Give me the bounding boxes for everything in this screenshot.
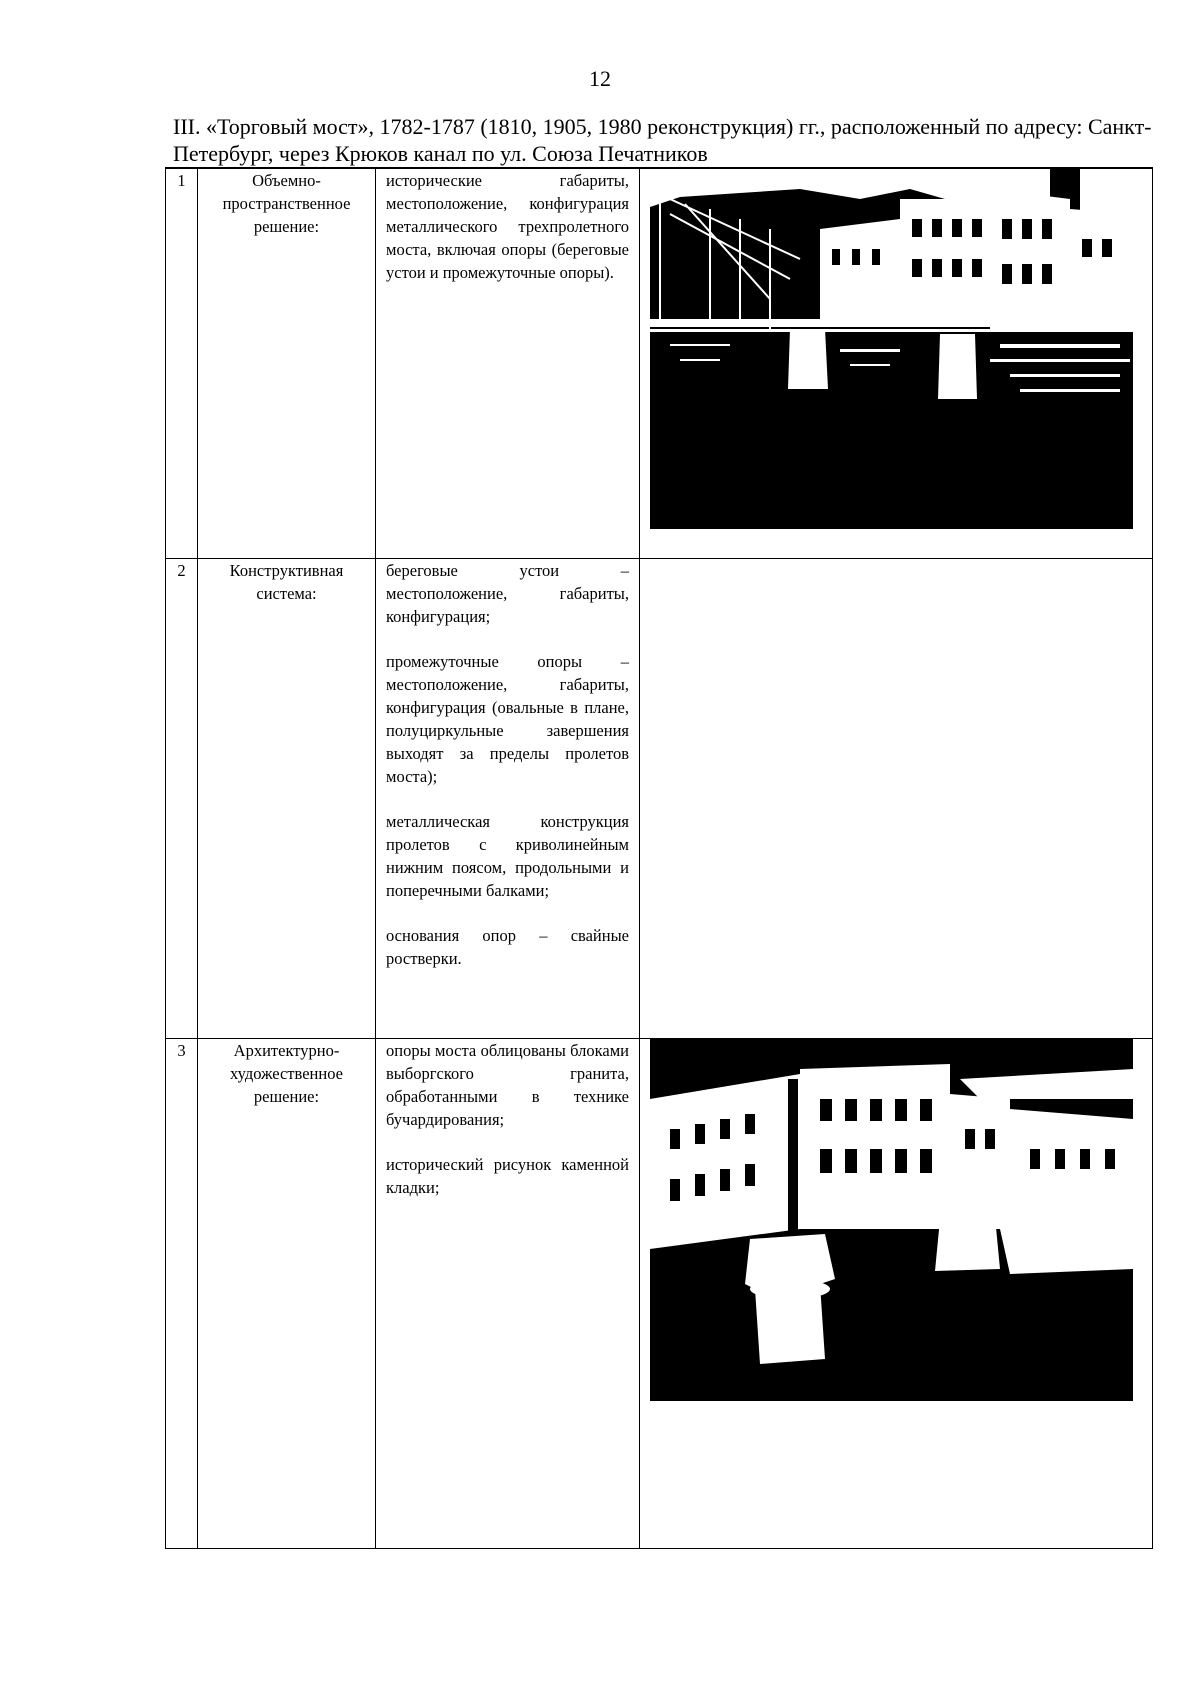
image-cell <box>640 558 1153 1038</box>
bridge-pier-photo <box>650 1039 1133 1401</box>
bridge-photo <box>650 169 1133 529</box>
row-name: Конструктивная система: <box>198 558 376 1038</box>
description-paragraph: исторический рисунок каменной кладки; <box>386 1154 629 1197</box>
row-description <box>376 168 640 558</box>
row-description <box>376 1038 640 1548</box>
document-heading: III. «Торговый мост», 1782-1787 (1810, 1905, 1980 реконструкция) гг., расположенный по адресу: Санкт-Петербург, через Крюков канал по ул. Союза Печатников <box>173 114 1152 166</box>
description-paragraph: основания опор – свайные ростверки. <box>386 925 629 968</box>
description-paragraph: береговые устои – местоположение, габариты, конфигурация; <box>386 560 629 626</box>
row-number: 3 <box>166 1038 198 1548</box>
row-description <box>376 558 640 1038</box>
table-row <box>166 168 1153 558</box>
image-cell <box>640 168 1153 558</box>
row-number: 2 <box>166 558 198 1038</box>
row-number: 1 <box>166 168 198 558</box>
page-number: 12 <box>589 66 611 91</box>
description-paragraph: металлическая конструкция пролетов с криволинейным нижним поясом, продольными и поперечными балками; <box>386 811 629 900</box>
row-name: Архитектурно-художественное решение: <box>198 1038 376 1548</box>
description-paragraph: опоры моста облицованы блоками выборгского гранита, обработанными в технике бучардирования; <box>386 1040 629 1129</box>
table-row <box>166 558 1153 1038</box>
image-cell <box>640 1038 1153 1548</box>
description-paragraph: исторические габариты, местоположение, конфигурация металлического трехпролетного моста, включая опоры (береговые устои и промежуточные опоры). <box>386 171 629 282</box>
table-row <box>166 1038 1153 1548</box>
attributes-table <box>165 167 1153 1549</box>
row-name: Объемно-пространственное решение: <box>198 168 376 558</box>
description-paragraph: промежуточные опоры – местоположение, габариты, конфигурация (овальные в плане, полуциркульные завершения выходят за пределы пролетов моста); <box>386 651 629 786</box>
